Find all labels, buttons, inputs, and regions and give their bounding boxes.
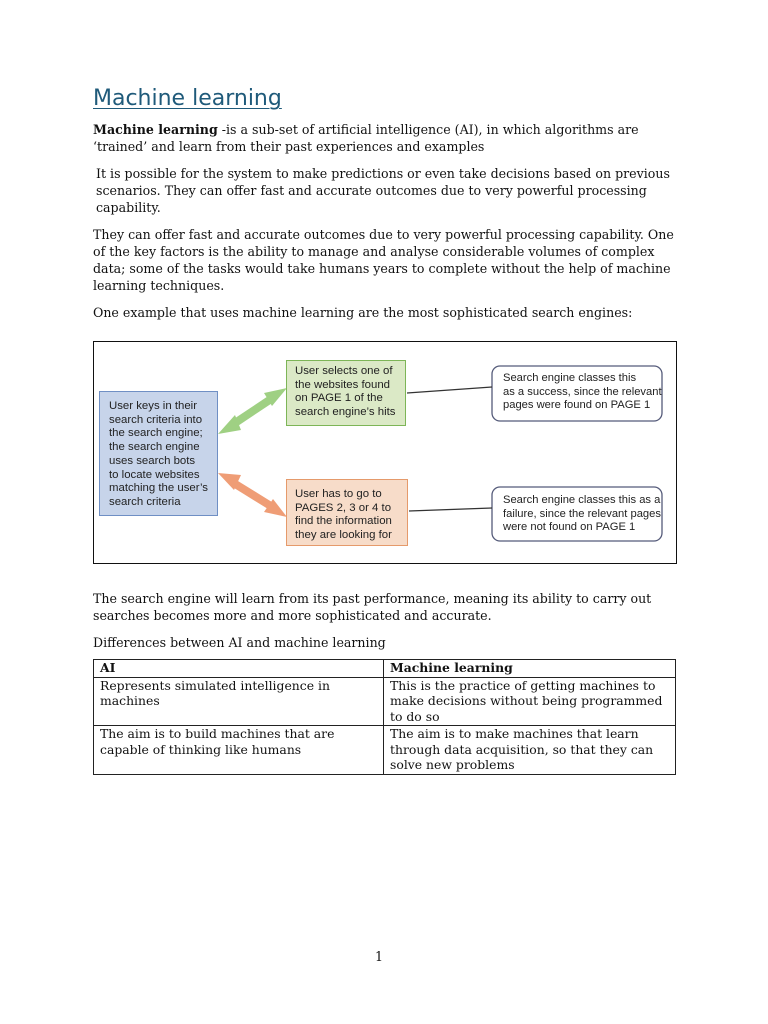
search-engine-diagram — [93, 341, 677, 564]
failure-outcome-box: User has to go to PAGES 2, 3 or 4 to find the information they are looking for — [286, 479, 408, 546]
page-number: 1 — [374, 949, 383, 964]
failure-arrow — [218, 473, 287, 517]
table-row — [94, 677, 676, 726]
document-page — [93, 86, 677, 775]
success-callout-text: Search engine classes this as a success, since the relevant pages were found on PAGE 1 — [503, 372, 662, 411]
paragraph-predictions: It is possible for the system to make predictions or even take decisions based on previous scenarios. They can offer fast and accurate outcomes due to very powerful processing capability. — [96, 166, 670, 215]
header-machine-learning: Machine learning — [384, 660, 676, 678]
page-title: Machine learning — [93, 86, 282, 111]
table-cell: The aim is to build machines that are capable of thinking like humans — [94, 726, 384, 775]
user-search-box: User keys in their search criteria into the search engine; the search engine uses search bots to locate websites matching the user’s search criteria — [99, 391, 218, 516]
table-caption: Differences between AI and machine learning — [93, 635, 386, 650]
paragraph-example: One example that uses machine learning are the most sophisticated search engines: — [93, 305, 633, 320]
table-cell: This is the practice of getting machines to make decisions without being programmed to do so — [384, 677, 676, 726]
paragraph-outcomes: They can offer fast and accurate outcomes due to very powerful processing capability. One of the key factors is the ability to manage and analyse considerable volumes of complex data; some of the tasks would take humans years to complete without the help of machine learning techniques. — [93, 227, 674, 293]
table-row — [94, 726, 676, 775]
table-cell: The aim is to make machines that learn through data acquisition, so that they can solve new problems — [384, 726, 676, 775]
failure-callout-text: Search engine classes this as a failure, since the relevant pages were not found on PAGE 1 — [503, 494, 661, 533]
intro-paragraph — [93, 121, 677, 155]
success-outcome-box: User selects one of the websites found on PAGE 1 of the search engine’s hits — [286, 360, 406, 426]
table-cell: Represents simulated intelligence in machines — [94, 677, 384, 726]
comparison-table — [93, 659, 676, 775]
paragraph-learning: The search engine will learn from its past performance, meaning its ability to carry out searches becomes more and more sophisticated and accurate. — [93, 591, 652, 623]
success-arrow — [218, 388, 287, 434]
header-ai: AI — [94, 660, 384, 678]
intro-term: Machine learning — [93, 122, 218, 137]
table-header-row — [94, 660, 676, 678]
intro-text: -is a sub-set of artificial intelligence (AI), in which algorithms are ‘trained’ and learn from their past experiences and examples — [93, 122, 639, 154]
